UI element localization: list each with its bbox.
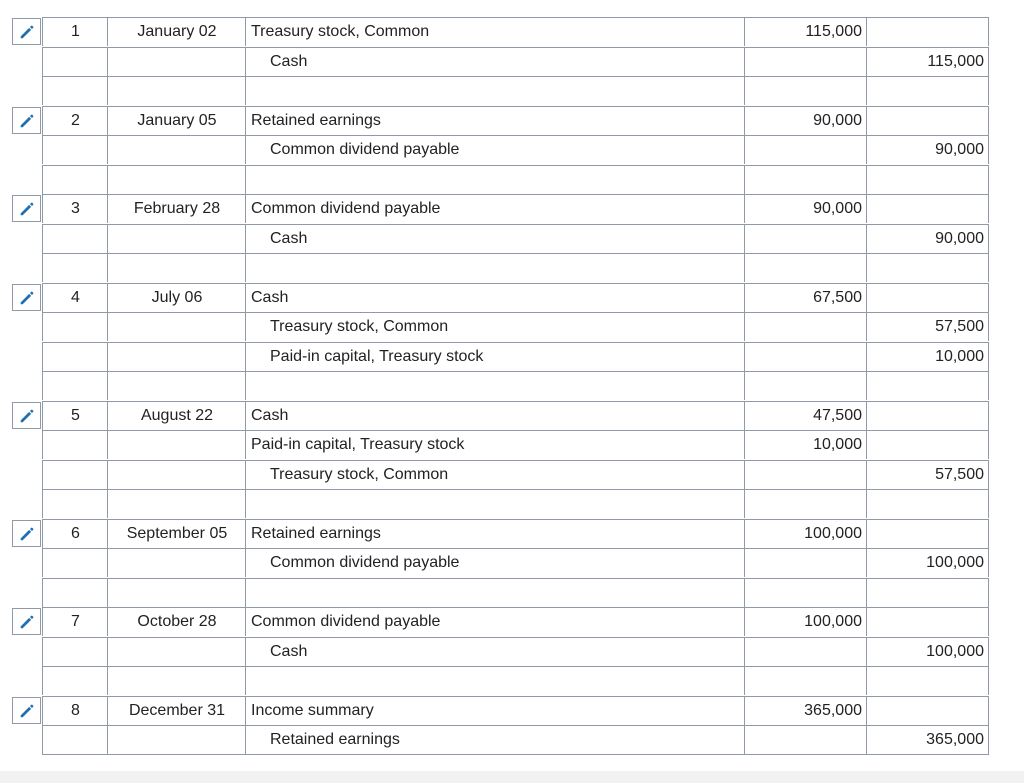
table-row: [0, 224, 1024, 253]
account-title: Common dividend payable: [245, 135, 745, 164]
account-title: [245, 489, 745, 518]
entry-date: [107, 312, 246, 341]
credit-amount: 90,000: [866, 224, 989, 253]
credit-amount: 100,000: [866, 637, 989, 666]
account-title: Cash: [245, 637, 745, 666]
entry-number: 3: [42, 194, 108, 223]
edit-entry-button[interactable]: [12, 107, 41, 134]
entry-number: [42, 548, 108, 577]
entry-number: [42, 312, 108, 341]
credit-amount: [866, 76, 989, 105]
debit-amount: [744, 489, 867, 518]
table-row: [0, 194, 1024, 223]
entry-number: [42, 135, 108, 164]
entry-date: January 05: [107, 106, 246, 135]
credit-amount: 90,000: [866, 135, 989, 164]
edit-entry-button[interactable]: [12, 402, 41, 429]
entry-number: [42, 725, 108, 755]
debit-amount: [744, 165, 867, 194]
account-title: Cash: [245, 401, 745, 430]
debit-amount: [744, 371, 867, 400]
entry-number: 2: [42, 106, 108, 135]
account-title: Common dividend payable: [245, 194, 745, 223]
entry-date: [107, 430, 246, 459]
entry-number: [42, 666, 108, 695]
credit-amount: [866, 17, 989, 46]
credit-amount: [866, 607, 989, 636]
debit-amount: [744, 548, 867, 577]
credit-amount: 57,500: [866, 460, 989, 489]
credit-amount: 10,000: [866, 342, 989, 371]
account-title: Cash: [245, 224, 745, 253]
account-title: [245, 666, 745, 695]
entry-date: August 22: [107, 401, 246, 430]
debit-amount: 47,500: [744, 401, 867, 430]
account-title: [245, 371, 745, 400]
credit-amount: [866, 696, 989, 725]
credit-amount: [866, 165, 989, 194]
entry-number: [42, 578, 108, 607]
pencil-icon: [18, 200, 36, 218]
credit-amount: 365,000: [866, 725, 989, 755]
entry-number: [42, 224, 108, 253]
entry-number: [42, 371, 108, 400]
debit-amount: [744, 312, 867, 341]
entry-number: 1: [42, 17, 108, 46]
debit-amount: [744, 224, 867, 253]
credit-amount: 115,000: [866, 47, 989, 76]
debit-amount: 90,000: [744, 106, 867, 135]
entry-number: 5: [42, 401, 108, 430]
debit-amount: 365,000: [744, 696, 867, 725]
pencil-icon: [18, 407, 36, 425]
table-row: [0, 637, 1024, 666]
debit-amount: 100,000: [744, 519, 867, 548]
table-row: [0, 696, 1024, 725]
table-row: [0, 666, 1024, 695]
table-row: [0, 578, 1024, 607]
entry-date: [107, 489, 246, 518]
edit-entry-button[interactable]: [12, 520, 41, 547]
credit-amount: [866, 519, 989, 548]
entry-number: [42, 47, 108, 76]
debit-amount: 100,000: [744, 607, 867, 636]
account-title: Retained earnings: [245, 519, 745, 548]
entry-date: [107, 135, 246, 164]
table-row: [0, 135, 1024, 164]
pencil-icon: [18, 525, 36, 543]
credit-amount: [866, 194, 989, 223]
pencil-icon: [18, 23, 36, 41]
table-row: [0, 460, 1024, 489]
entry-number: [42, 460, 108, 489]
table-row: [0, 489, 1024, 518]
debit-amount: [744, 637, 867, 666]
account-title: Retained earnings: [245, 106, 745, 135]
entry-number: [42, 430, 108, 459]
debit-amount: [744, 342, 867, 371]
table-row: [0, 430, 1024, 459]
entry-date: January 02: [107, 17, 246, 46]
entry-date: [107, 548, 246, 577]
entry-number: [42, 253, 108, 282]
account-title: Treasury stock, Common: [245, 312, 745, 341]
entry-date: [107, 578, 246, 607]
debit-amount: [744, 666, 867, 695]
account-title: Cash: [245, 47, 745, 76]
entry-number: [42, 637, 108, 666]
credit-amount: [866, 371, 989, 400]
entry-number: [42, 489, 108, 518]
credit-amount: [866, 430, 989, 459]
table-row: [0, 342, 1024, 371]
entry-date: [107, 76, 246, 105]
credit-amount: [866, 578, 989, 607]
debit-amount: [744, 76, 867, 105]
pencil-icon: [18, 702, 36, 720]
account-title: Common dividend payable: [245, 548, 745, 577]
credit-amount: 57,500: [866, 312, 989, 341]
table-row: [0, 371, 1024, 400]
account-title: Paid-in capital, Treasury stock: [245, 430, 745, 459]
entry-date: September 05: [107, 519, 246, 548]
account-title: Retained earnings: [245, 725, 745, 755]
debit-amount: [744, 725, 867, 755]
pencil-icon: [18, 112, 36, 130]
credit-amount: [866, 489, 989, 518]
entry-date: [107, 342, 246, 371]
account-title: Treasury stock, Common: [245, 17, 745, 46]
debit-amount: 67,500: [744, 283, 867, 312]
account-title: [245, 165, 745, 194]
credit-amount: [866, 253, 989, 282]
entry-date: [107, 253, 246, 282]
entry-date: [107, 637, 246, 666]
entry-date: [107, 460, 246, 489]
table-row: [0, 283, 1024, 312]
account-title: Treasury stock, Common: [245, 460, 745, 489]
edit-entry-button[interactable]: [12, 284, 41, 311]
table-row: [0, 607, 1024, 636]
account-title: [245, 76, 745, 105]
credit-amount: [866, 106, 989, 135]
footer-strip: [0, 771, 1024, 783]
account-title: Common dividend payable: [245, 607, 745, 636]
table-row: [0, 312, 1024, 341]
account-title: [245, 578, 745, 607]
entry-number: [42, 76, 108, 105]
table-row: [0, 165, 1024, 194]
entry-number: 6: [42, 519, 108, 548]
debit-amount: 10,000: [744, 430, 867, 459]
credit-amount: [866, 401, 989, 430]
table-row: [0, 725, 1024, 754]
entry-date: [107, 224, 246, 253]
entry-date: February 28: [107, 194, 246, 223]
table-row: [0, 106, 1024, 135]
debit-amount: 115,000: [744, 17, 867, 46]
entry-date: [107, 371, 246, 400]
edit-entry-button[interactable]: [12, 697, 41, 724]
edit-entry-button[interactable]: [12, 18, 41, 45]
entry-date: [107, 47, 246, 76]
edit-entry-button[interactable]: [12, 608, 41, 635]
credit-amount: [866, 666, 989, 695]
pencil-icon: [18, 289, 36, 307]
pencil-icon: [18, 613, 36, 631]
table-row: [0, 401, 1024, 430]
entry-date: October 28: [107, 607, 246, 636]
entry-date: [107, 725, 246, 755]
debit-amount: [744, 578, 867, 607]
account-title: Income summary: [245, 696, 745, 725]
debit-amount: [744, 253, 867, 282]
entry-date: [107, 666, 246, 695]
entry-number: [42, 165, 108, 194]
entry-number: 7: [42, 607, 108, 636]
account-title: [245, 253, 745, 282]
edit-entry-button[interactable]: [12, 195, 41, 222]
credit-amount: [866, 283, 989, 312]
debit-amount: [744, 460, 867, 489]
table-row: [0, 548, 1024, 577]
debit-amount: 90,000: [744, 194, 867, 223]
table-row: [0, 76, 1024, 105]
table-row: [0, 17, 1024, 46]
account-title: Cash: [245, 283, 745, 312]
entry-date: [107, 165, 246, 194]
entry-date: December 31: [107, 696, 246, 725]
entry-number: [42, 342, 108, 371]
debit-amount: [744, 47, 867, 76]
debit-amount: [744, 135, 867, 164]
entry-number: 4: [42, 283, 108, 312]
account-title: Paid-in capital, Treasury stock: [245, 342, 745, 371]
entry-date: July 06: [107, 283, 246, 312]
table-row: [0, 47, 1024, 76]
credit-amount: 100,000: [866, 548, 989, 577]
entry-number: 8: [42, 696, 108, 725]
table-row: [0, 519, 1024, 548]
table-row: [0, 253, 1024, 282]
